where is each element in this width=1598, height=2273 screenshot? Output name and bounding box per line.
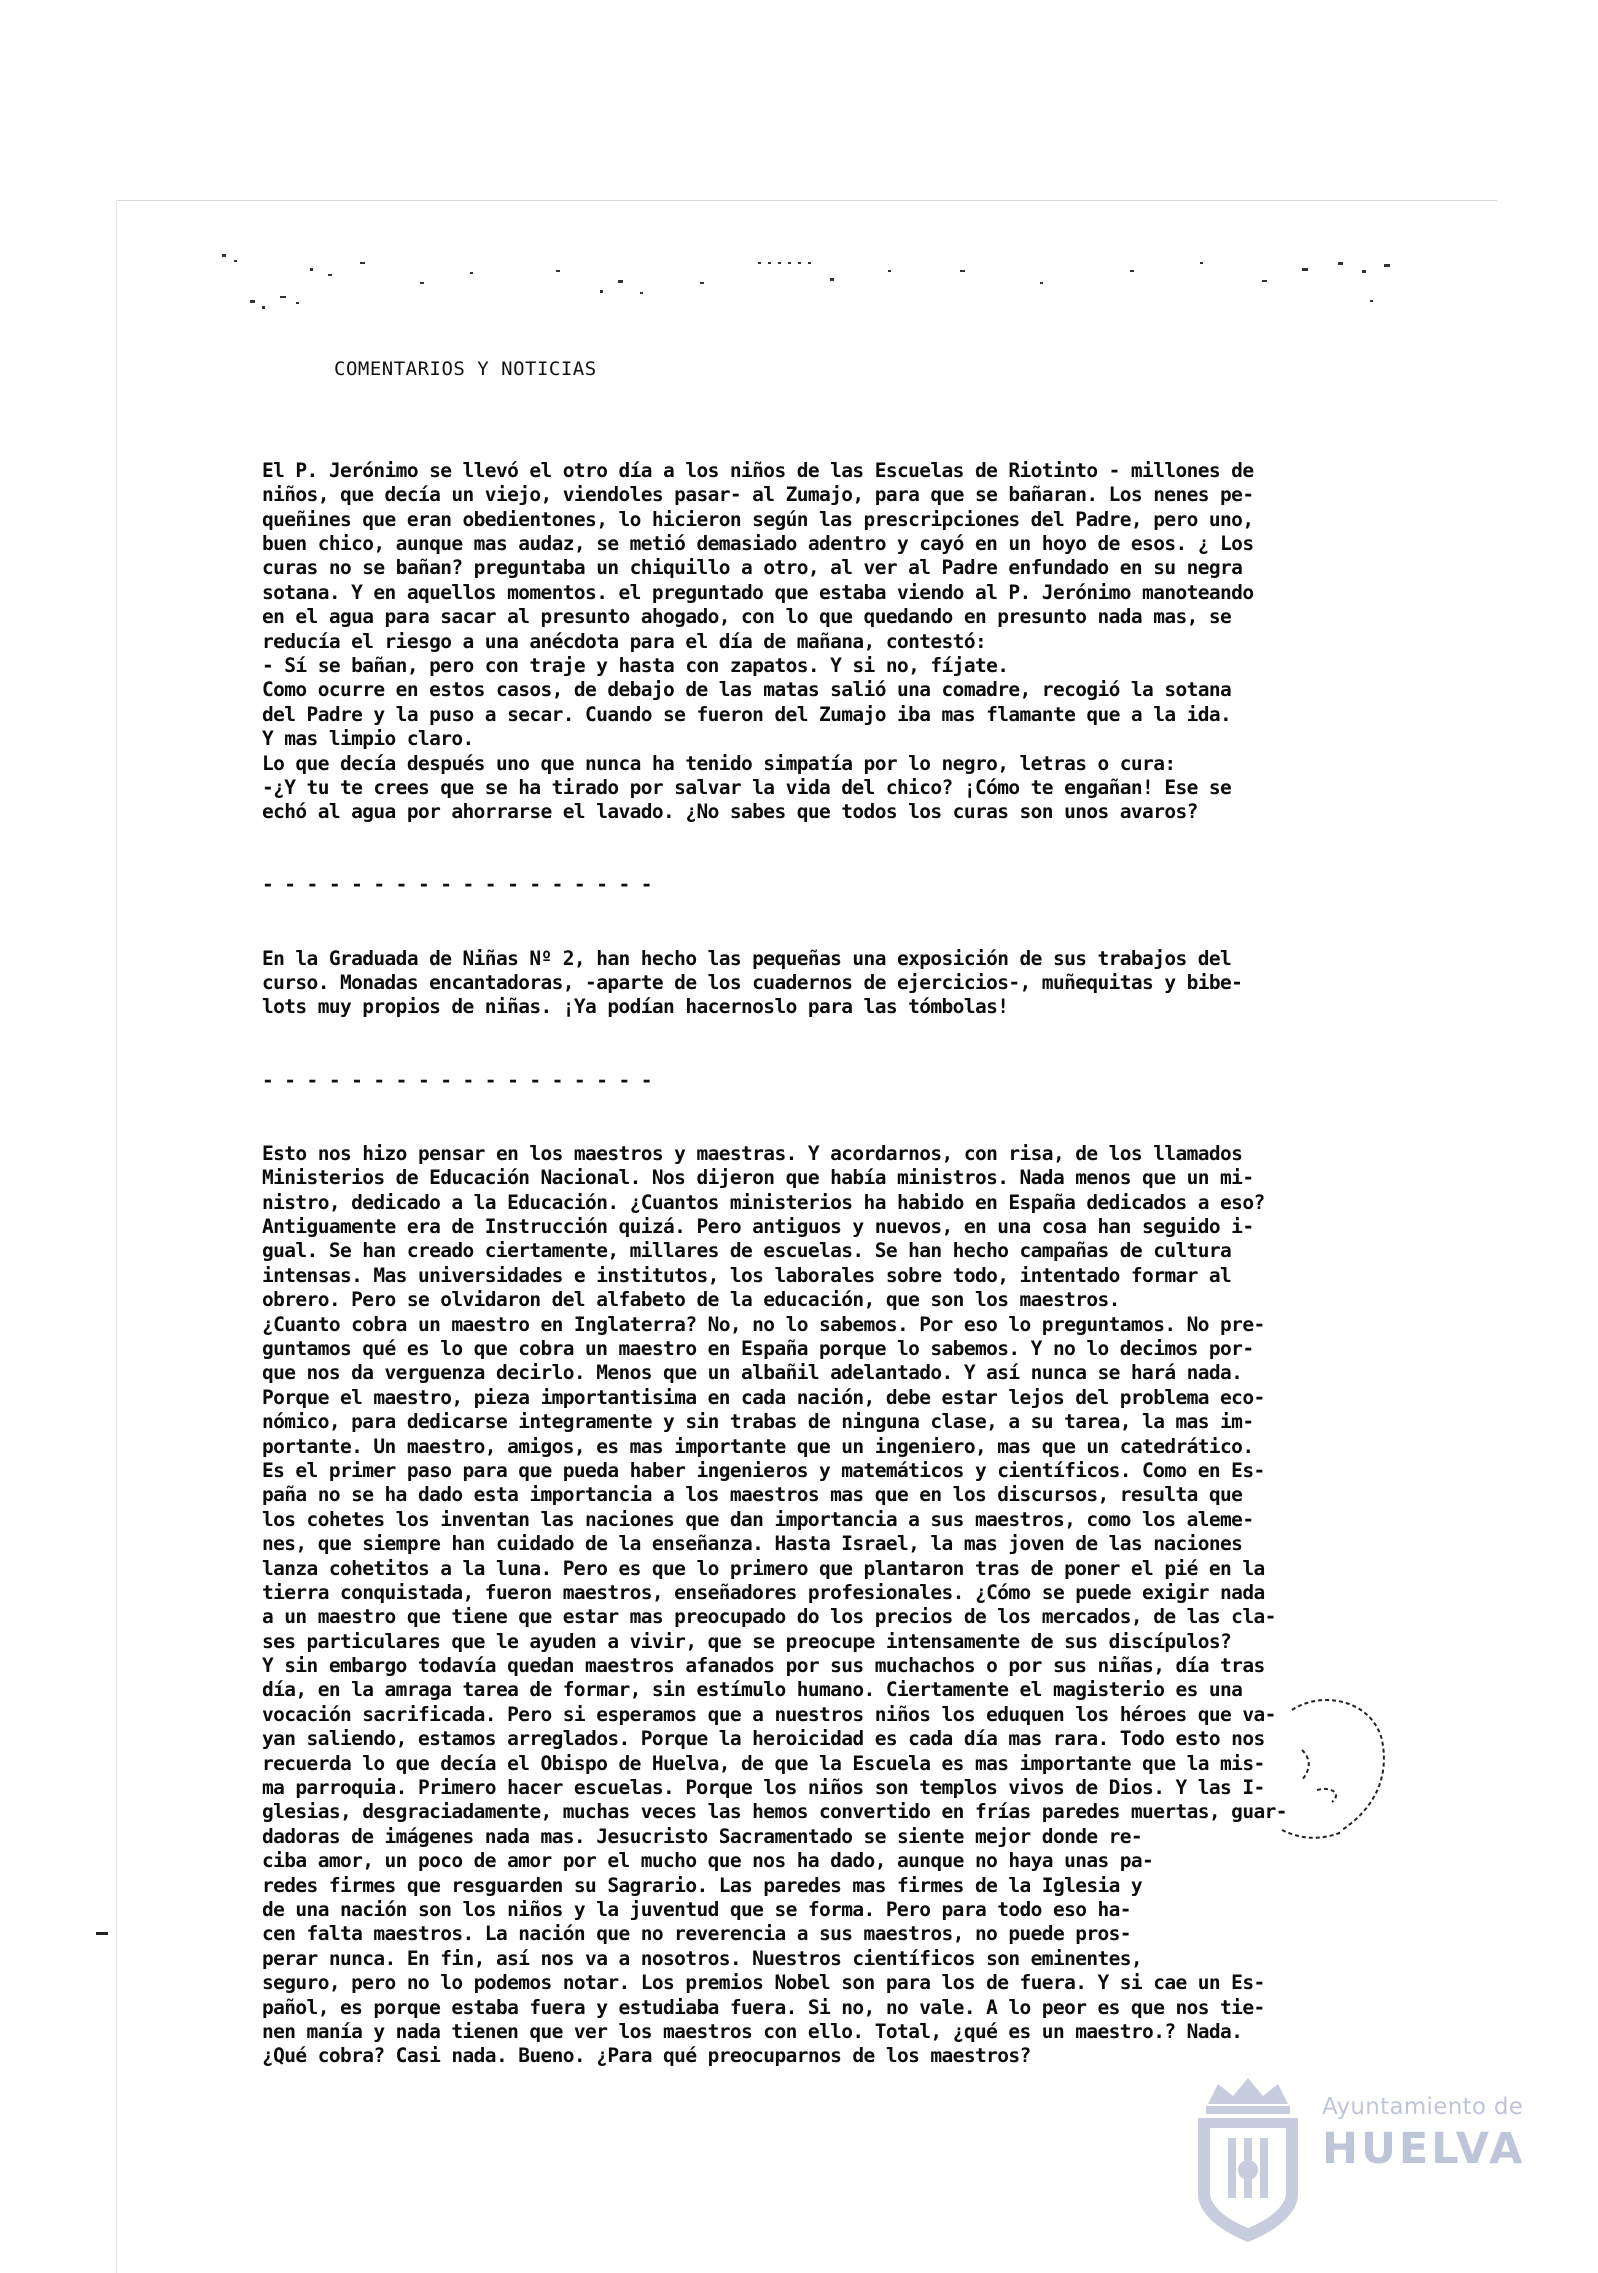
- text-line: nes, que siempre han cuidado de la enseñanza. Hasta Israel, la mas joven de las naciones: [262, 1532, 1243, 1556]
- text-line: dadoras de imágenes nada mas. Jesucristo Sacramentado se siente mejor donde re-: [262, 1824, 1143, 1848]
- text-line: obrero. Pero se olvidaron del alfabeto de la educación, que son los maestros.: [262, 1288, 1120, 1312]
- text-line: los cohetes los inventan las naciones que dan importancia a sus maestros, como los aleme-: [262, 1507, 1254, 1531]
- text-line: Antiguamente era de Instrucción quizá. Pero antiguos y nuevos, en una cosa han seguido i-: [262, 1215, 1254, 1239]
- text-line: recuerda lo que decía el Obispo de Huelva, de que la Escuela es mas importante que la mis-: [262, 1751, 1265, 1775]
- text-line: En la Graduada de Niñas Nº 2, han hecho las pequeñas una exposición de sus trabajos del: [262, 946, 1232, 970]
- text-line: redes firmes que resguarden su Sagrario. Las paredes mas firmes de la Iglesia y: [262, 1873, 1143, 1897]
- text-line: pañol, es porque estaba fuera y estudiaba fuera. Si no, no vale. A lo peor es que nos tie-: [262, 1995, 1265, 2019]
- text-line: yan saliendo, estamos arreglados. Porque la heroicidad es cada día mas rara. Todo esto nos: [262, 1727, 1265, 1751]
- text-line: niños, que decía un viejo, viendoles pasar- al Zumajo, para que se bañaran. Los nenes pe-: [262, 483, 1254, 507]
- text-line: seguro, pero no lo podemos notar. Los premios Nobel son para los de fuera. Y si cae un Es-: [262, 1971, 1265, 1995]
- text-line: echó al agua por ahorrarse el lavado. ¿No sabes que todos los curas son unos avaros?: [262, 800, 1198, 824]
- text-line: gual. Se han creado ciertamente, millares de escuelas. Se han hecho campañas de cultura: [262, 1239, 1232, 1263]
- text-line: ciba amor, un poco de amor por el mucho que nos ha dado, aunque no haya unas pa-: [262, 1849, 1154, 1873]
- text-line: Esto nos hizo pensar en los maestros y maestras. Y acordarnos, con risa, de los llamados: [262, 1141, 1243, 1165]
- text-line: Ministerios de Educación Nacional. Nos dijeron que había ministros. Nada menos que un mi-: [262, 1166, 1254, 1190]
- text-line: - Sí se bañan, pero con traje y hasta con zapatos. Y si no, fíjate.: [262, 653, 1009, 677]
- text-line: ma parroquia. Primero hacer escuelas. Porque los niños son templos vivos de Dios. Y las I-: [262, 1776, 1265, 1800]
- paragraph-riotinto: [262, 459, 1432, 825]
- text-line: intensas. Mas universidades e institutos, los laborales sobre todo, intentado formar al: [262, 1263, 1232, 1287]
- text-line: El P. Jerónimo se llevó el otro día a los niños de las Escuelas de Riotinto - millones de: [262, 458, 1254, 482]
- text-line: nen manía y nada tienen que ver los maestros con ello. Total, ¿qué es un maestro.? Nada.: [262, 2019, 1243, 2043]
- text-line: perar nunca. En fin, así nos va a nosotros. Nuestros científicos son eminentes,: [262, 1946, 1143, 1970]
- text-line: reducía el riesgo a una anécdota para el día de mañana, contestó:: [262, 629, 987, 653]
- text-line: buen chico, aunque mas audaz, se metió demasiado adentro y cayó en un hoyo de esos. ¿ Los: [262, 531, 1254, 555]
- text-line: queñines que eran obedientones, lo hicieron según las prescripciones del Padre, pero uno,: [262, 507, 1254, 531]
- text-line: del Padre y la puso a secar. Cuando se fueron del Zumajo iba mas flamante que a la ida.: [262, 702, 1232, 726]
- text-line: nistro, dedicado a la Educación. ¿Cuantos ministerios ha habido en España dedicados a eso?: [262, 1190, 1265, 1214]
- document-body: [262, 410, 1432, 2093]
- text-line: Lo que decía después uno que nunca ha tenido simpatía por lo negro, letras o cura:: [262, 751, 1176, 775]
- text-line: guntamos qué es lo que cobra un maestro en España porque lo sabemos. Y no lo decimos por-: [262, 1337, 1254, 1360]
- page-title: COMENTARIOS Y NOTICIAS: [334, 358, 597, 380]
- text-line: nómico, para dedicarse integramente y sin trabas de ninguna clase, a su tarea, la mas im-: [262, 1410, 1254, 1434]
- separator-1: - - - - - - - - - - - - - - - - - -: [262, 873, 652, 897]
- text-line: Como ocurre en estos casos, de debajo de las matas salió una comadre, recogió la sotana: [262, 678, 1232, 702]
- text-line: vocación sacrificada. Pero si esperamos que a nuestros niños los eduquen los héroes que va-: [262, 1702, 1276, 1726]
- scan-mark: [96, 1932, 108, 1935]
- text-line: día, en la amraga tarea de formar, sin estímulo humano. Ciertamente el magisterio es una: [262, 1678, 1243, 1702]
- text-line: ses particulares que le ayuden a vivir, que se preocupe intensamente de sus discípulos?: [262, 1629, 1232, 1653]
- text-line: en el agua para sacar al presunto ahogado, con lo que quedando en presunto nada mas, se: [262, 605, 1232, 629]
- text-line: sotana. Y en aquellos momentos. el preguntado que estaba viendo al P. Jerónimo manoteando: [262, 580, 1254, 604]
- text-line: -¿Y tu te crees que se ha tirado por salvar la vida del chico? ¡Cómo te engañan! Ese se: [262, 775, 1232, 799]
- text-line: glesias, desgraciadamente, muchas veces las hemos convertido en frías paredes muertas, guar-: [262, 1800, 1287, 1824]
- text-line: curso. Monadas encantadoras, -aparte de los cuadernos de ejercicios-, muñequitas y bibe-: [262, 971, 1243, 995]
- doodle-face-drawing: [1262, 1690, 1402, 1850]
- text-line: curas no se bañan? preguntaba un chiquillo a otro, al ver al Padre enfundado en su negra: [262, 556, 1243, 580]
- text-line: portante. Un maestro, amigos, es mas importante que un ingeniero, mas que un catedrático.: [262, 1434, 1254, 1458]
- text-line: paña no se ha dado esta importancia a los maestros mas que en los discursos, resulta que: [262, 1483, 1243, 1507]
- text-line: a un maestro que tiene que estar mas preocupado do los precios de los mercados, de las cla-: [262, 1605, 1276, 1629]
- text-line: cen falta maestros. La nación que no reverencia a sus maestros, no puede pros-: [262, 1922, 1131, 1946]
- paragraph-graduada: [262, 947, 1432, 1020]
- text-line: ¿Qué cobra? Casi nada. Bueno. ¿Para qué preocuparnos de los maestros?: [262, 2044, 1031, 2068]
- watermark-line-2: HUELVA: [1322, 2124, 1526, 2174]
- text-line: Y sin embargo todavía quedan maestros afanados por sus muchachos o por sus niñas, día tras: [262, 1654, 1265, 1678]
- text-line: ¿Cuanto cobra un maestro en Inglaterra? No, no lo sabemos. Por eso lo preguntamos. No pre-: [262, 1312, 1265, 1336]
- huelva-coat-of-arms-logo: [1188, 2074, 1308, 2244]
- text-line: Y mas limpio claro.: [262, 727, 474, 751]
- text-line: de una nación son los niños y la juventud que se forma. Pero para todo eso ha-: [262, 1897, 1131, 1921]
- text-line: lots muy propios de niñas. ¡Ya podían hacernoslo para las tómbolas!: [262, 995, 1009, 1019]
- paragraph-maestros: [262, 1142, 1432, 2069]
- text-line: Porque el maestro, pieza importantisima en cada nación, debe estar lejos del problema eco-: [262, 1385, 1265, 1409]
- watermark-line-1: Ayuntamiento de: [1322, 2094, 1524, 2120]
- text-line: Es el primer paso para que pueda haber ingenieros y matemáticos y científicos. Como en Es-: [262, 1458, 1265, 1482]
- text-line: tierra conquistada, fueron maestros, enseñadores profesionales. ¿Cómo se puede exigir nada: [262, 1580, 1265, 1604]
- text-line: que nos da verguenza decirlo. Menos que un albañil adelantado. Y así nunca se hará nada.: [262, 1361, 1243, 1385]
- text-line: lanza cohetitos a la luna. Pero es que lo primero que plantaron tras de poner el pié en la: [262, 1556, 1265, 1580]
- separator-2: - - - - - - - - - - - - - - - - - -: [262, 1068, 652, 1092]
